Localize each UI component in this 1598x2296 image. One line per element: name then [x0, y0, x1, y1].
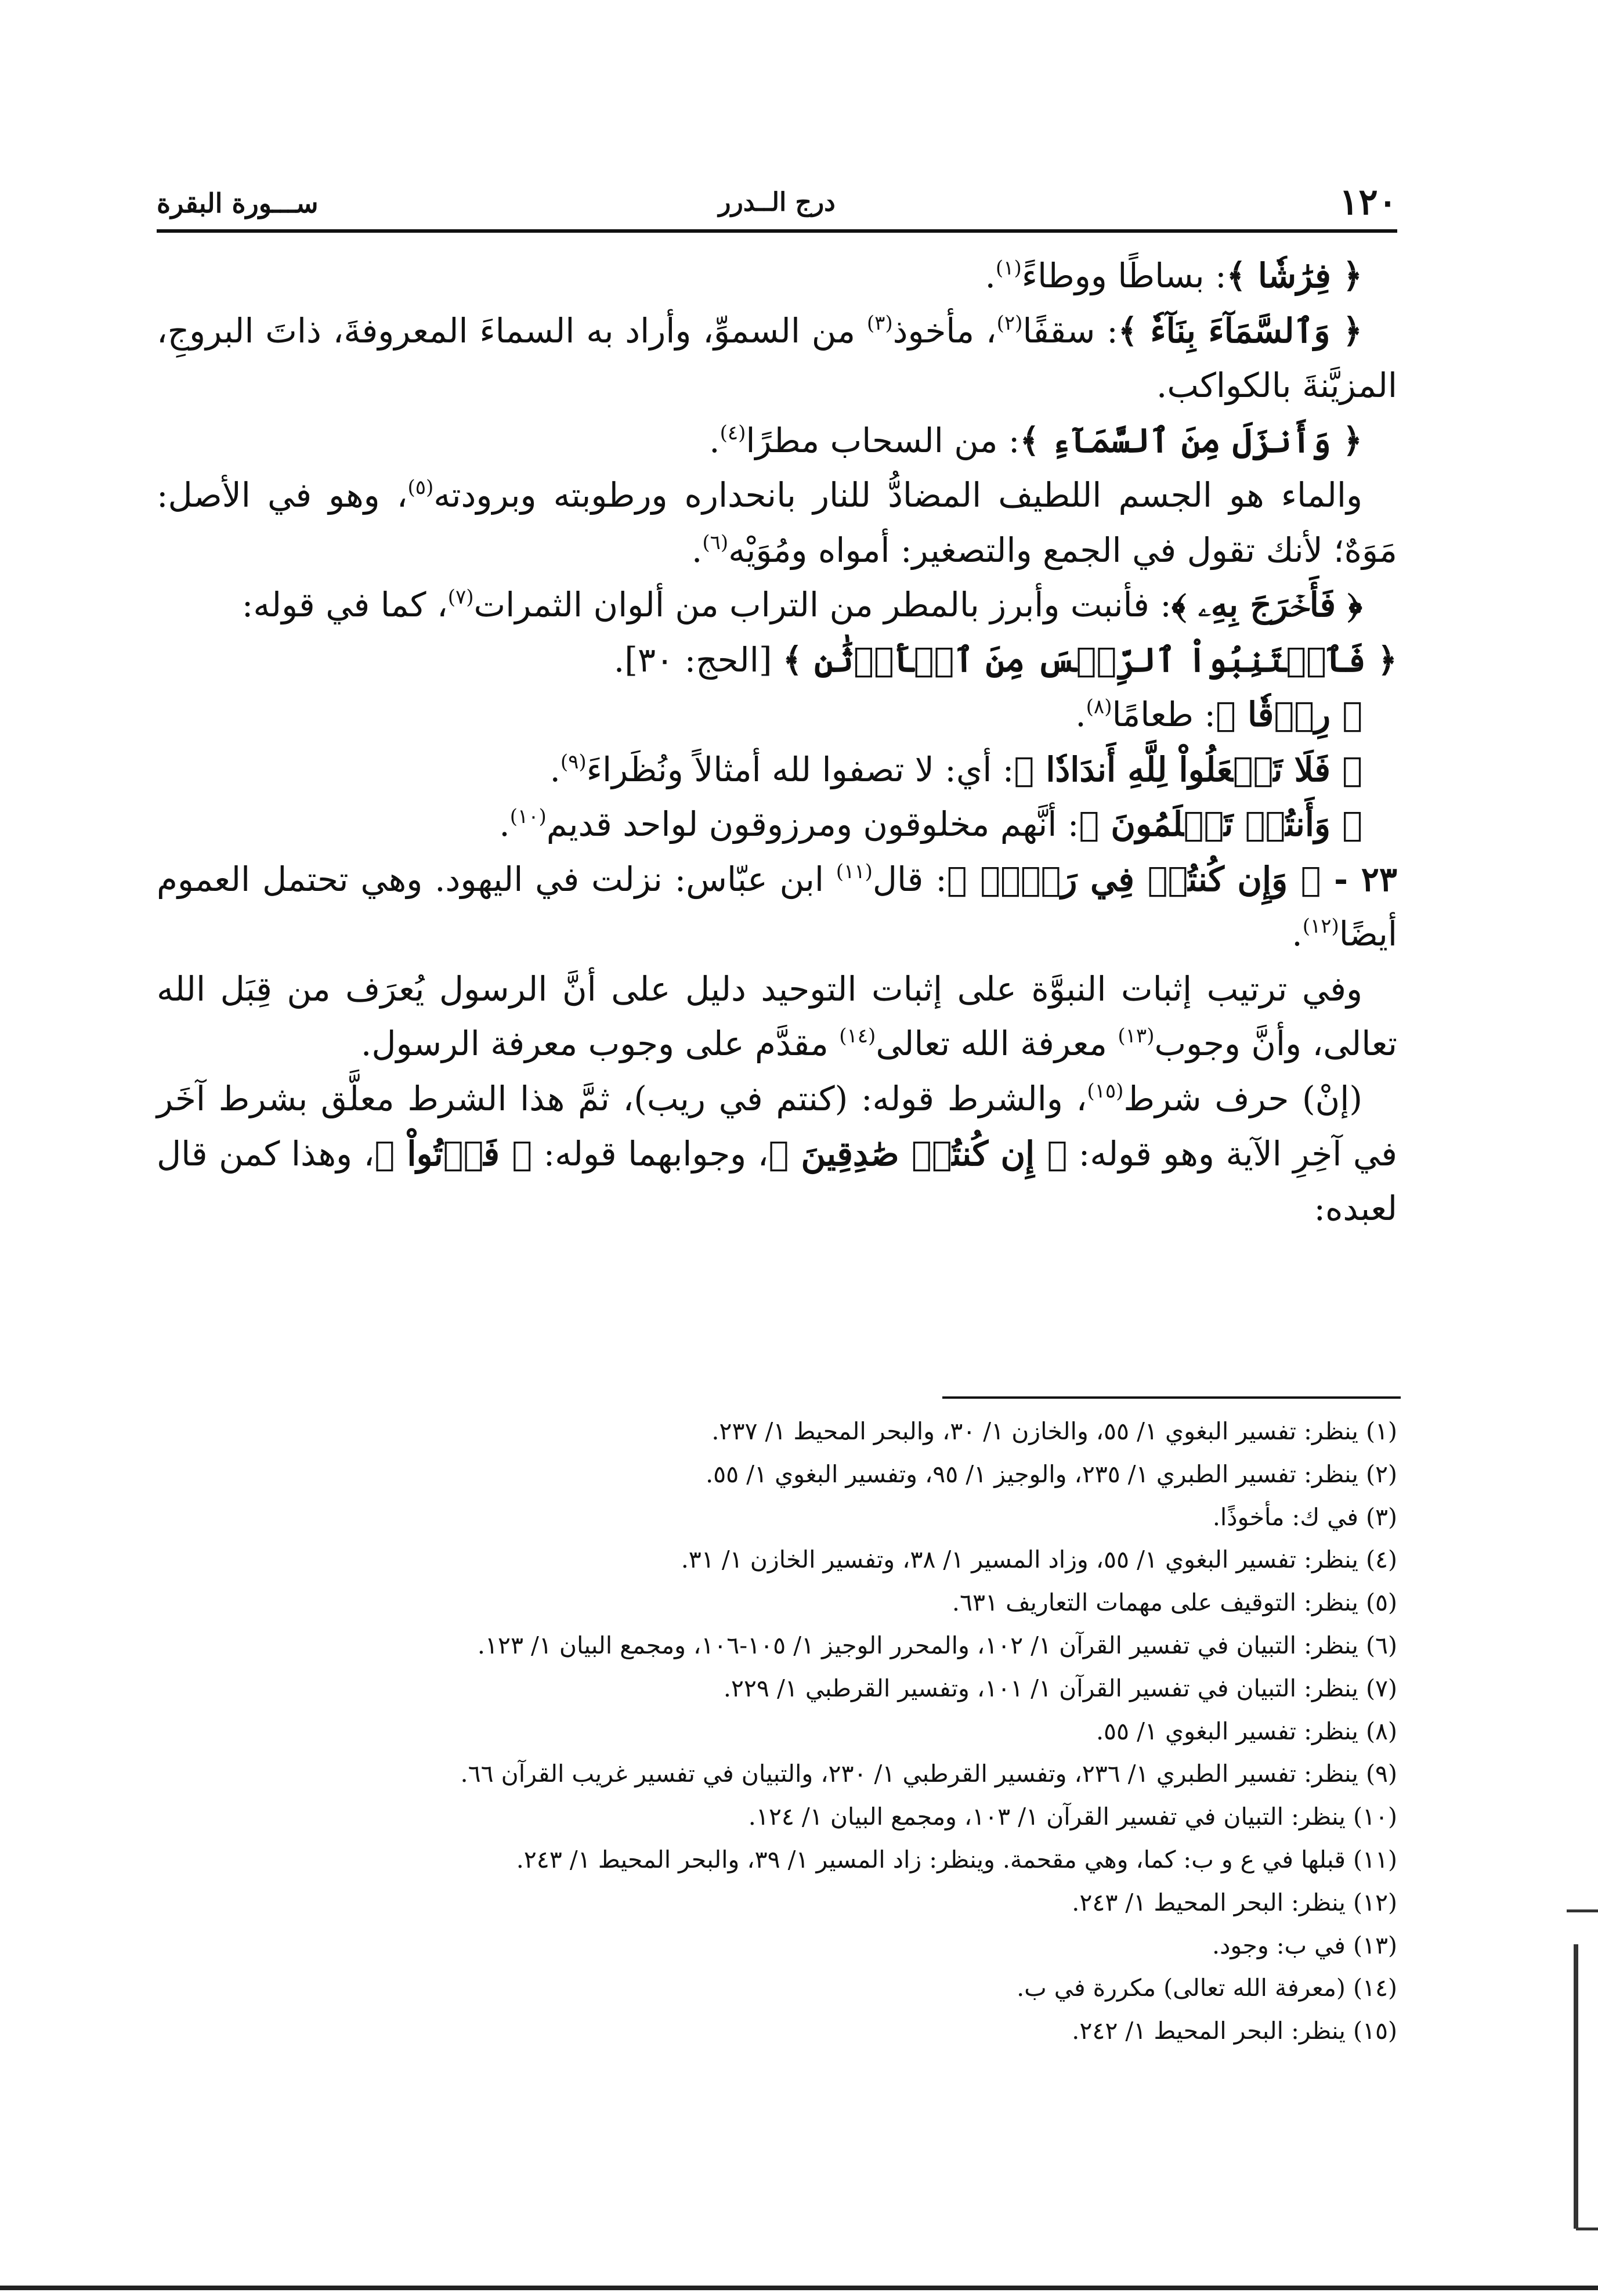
quran-verse: ﴿ وَإِن كُنتُمۡ فِي رَيۡبٖ ﴾	[946, 859, 1321, 899]
commentary-text: معرفة الله تعالى	[876, 1024, 1118, 1064]
footnote-ref: (١٠)	[509, 805, 547, 829]
punctuation: .	[709, 420, 720, 460]
footnote-item: (١٢) ينظر: البحر المحيط ١/ ٢٤٣.	[1072, 1888, 1397, 1916]
footnote-ref: (٤)	[720, 421, 746, 445]
scan-edge-mark	[1574, 1944, 1578, 2229]
footnote-item: (٩) ينظر: تفسير الطبري ١/ ٢٣٦، وتفسير القرطبي ١/ ٢٣٠، والتبيان في تفسير غريب القرآن ٦٦.	[460, 1760, 1397, 1788]
footnote-ref: (١)	[995, 257, 1022, 280]
footnote-item: (٨) ينظر: تفسير البغوي ١/ ٥٥.	[1096, 1717, 1397, 1745]
commentary-text: ، مأخوذ	[892, 311, 997, 351]
footnote-item: (١١) قبلها في ع و ب: كما، وهي مقحمة. وينظر: زاد المسير ١/ ٣٩، والبحر المحيط ١/ ٢٤٣.	[516, 1845, 1397, 1873]
footnote-item: (١) ينظر: تفسير البغوي ١/ ٥٥، والخازن ١/ ٣٠، والبحر المحيط ١/ ٢٣٧.	[711, 1417, 1397, 1445]
paragraph-firasha	[157, 248, 1397, 304]
footnote-ref: (٧)	[447, 586, 474, 609]
commentary-text: ، وهو في الأصل: مَوَهٌ؛ لأنك تقول في الجمع والتصغير: أمواه ومُوَيْه	[157, 475, 1397, 570]
commentary-text: : من السحاب مطرًا	[746, 420, 1020, 460]
footnote-ref: (١٣)	[1118, 1024, 1155, 1048]
commentary-text: وفي ترتيب إثبات النبوَّة على إثبات التوحيد دليل على أنَّ الرسول يُعرَف من قِبَل الله تعالى، وأنَّ وجوب	[157, 969, 1397, 1064]
paragraph-akhraja	[157, 577, 1397, 633]
commentary-text: ، كما في قوله:	[241, 585, 448, 625]
scan-edge-mark	[1567, 1909, 1598, 1912]
footnote-item: (٣) في ك: مأخوذًا.	[1212, 1503, 1397, 1531]
commentary-text: والماء هو الجسم اللطيف المضادُّ للنار بانحداره ورطوبته وبرودته	[433, 475, 1363, 515]
quran-verse: ﴿ وَأَنتُمۡ تَعۡلَمُونَ ﴾	[1079, 804, 1362, 844]
punctuation: .	[985, 256, 996, 295]
footnote-ref: (٥)	[407, 476, 434, 500]
punctuation: .	[1292, 914, 1303, 954]
scan-bottom-edge	[0, 2286, 1598, 2290]
footnote-ref: (١٤)	[839, 1024, 876, 1048]
footnote-item: (٢) ينظر: تفسير الطبري ١/ ٢٣٥، والوجيز ١/ ٩٥، وتفسير البغوي ١/ ٥٥.	[706, 1460, 1397, 1488]
page-number: ١٢٠	[1339, 180, 1397, 223]
paragraph-quote-hajj	[157, 633, 1397, 688]
paragraph-verse-23	[157, 852, 1397, 962]
footnote-ref: (٨)	[1086, 695, 1112, 719]
footnote-ref: (١٢)	[1302, 915, 1339, 938]
footnote-ref: (١٥)	[1087, 1079, 1124, 1103]
quran-verse: ﴿ إِن كُنتُمۡ صَٰدِقِينَ ﴾	[768, 1133, 1068, 1174]
punctuation: .	[691, 530, 703, 570]
footnote-ref: (٦)	[702, 530, 729, 554]
punctuation: .	[1075, 695, 1086, 735]
commentary-text: من السموِّ، وأراد به السماءَ المعروفةَ، ذاتَ البروجِ، المزيَّنةَ بالكواكب.	[157, 311, 1397, 406]
footnote-item: (٥) ينظر: التوقيف على مهمات التعاريف ٦٣١.	[952, 1589, 1397, 1617]
commentary-text: ، والشرط قوله: (كنتم في ريب)، ثمَّ هذا الشرط معلَّق بشرط آخَر في آخِرِ الآية وهو قوله:	[157, 1078, 1397, 1174]
footnote-ref: (٣)	[866, 311, 893, 335]
page-header	[157, 177, 1397, 233]
commentary-text: : فأنبت وأبرز بالمطر من التراب من ألوان الثمرات	[473, 585, 1172, 625]
commentary-text: : أنَّهم مخلوقون ومرزوقون لواحد قديم	[546, 804, 1079, 844]
paragraph-shart	[157, 1071, 1397, 1236]
footnotes-list	[157, 1410, 1397, 2053]
commentary-text: مقدَّم على وجوب معرفة الرسول.	[360, 1024, 840, 1064]
quran-verse: ﴿ فَلَا تَجۡعَلُواْ لِلَّهِ أَندَادٗا ﴾	[1014, 749, 1362, 789]
footnote-item: (١٣) في ب: وجود.	[1212, 1931, 1397, 1959]
footnote-ref: (١١)	[836, 860, 873, 883]
paragraph-talamun	[157, 797, 1397, 852]
footnote-item: (١٠) ينظر: التبيان في تفسير القرآن ١/ ١٠٣، ومجمع البيان ١/ ١٢٤.	[748, 1803, 1397, 1831]
book-title: درج الــدرر	[718, 187, 836, 217]
quran-verse: ﴿ رِزۡقٗا ﴾	[1215, 695, 1362, 735]
quran-verse: ﴿ فَأَخۡرَجَ بِهِۦ ﴾	[1171, 585, 1362, 625]
footnote-separator	[942, 1396, 1401, 1399]
commentary-text: ابن عبّاس: نزلت في اليهود. وهي تحتمل العموم أيضًا	[157, 859, 1397, 954]
paragraph-samaa	[157, 304, 1397, 413]
surah-name: ســـورة البقرة	[157, 187, 319, 219]
paragraph-rizq	[157, 687, 1397, 742]
commentary-text: (إنْ) حرف شرط	[1123, 1078, 1362, 1118]
commentary-text: : قال	[872, 859, 947, 899]
footnote-item: (٤) ينظر: تفسير البغوي ١/ ٥٥، وزاد المسير ١/ ٣٨، وتفسير الخازن ١/ ٣١.	[681, 1546, 1397, 1574]
footnote-item: (٦) ينظر: التبيان في تفسير القرآن ١/ ١٠٢، والمحرر الوجيز ١/ ١٠٥-١٠٦، ومجمع البيان ١/ ١٢٣.	[477, 1631, 1397, 1659]
quran-verse: ﴿ فَأۡتُواْ ﴾	[374, 1133, 533, 1174]
paragraph-nubuwwa	[157, 962, 1397, 1071]
footnote-ref: (٢)	[996, 311, 1023, 335]
commentary-body	[157, 248, 1397, 1236]
commentary-text: ، وهذا كمن قال لعبده:	[157, 1133, 1397, 1229]
commentary-text: : طعامًا	[1112, 695, 1216, 735]
punctuation: .	[549, 749, 561, 789]
paragraph-anzala	[157, 413, 1397, 468]
commentary-text: : أي: لا تصفوا لله أمثالاً ونُظَراءَ	[586, 749, 1014, 789]
footnote-ref: (٩)	[560, 750, 587, 774]
quran-verse: ﴿ فَٱجۡتَنِبُواْ ٱلرِّجۡسَ مِنَ ٱلۡأَوۡثَٰنِ ﴾	[782, 640, 1397, 680]
quran-verse: ﴿ وَأَنزَلَ مِنَ ٱلسَّمَآءِ ﴾	[1019, 420, 1362, 460]
footnote-item: (١٥) ينظر: البحر المحيط ١/ ٢٤٢.	[1072, 2017, 1397, 2045]
quran-verse: ﴿ فِرَٰشٗا ﴾	[1226, 256, 1362, 295]
commentary-text: : سقفًا	[1022, 311, 1118, 351]
paragraph-maa	[157, 468, 1397, 577]
scan-edge-mark	[1576, 2228, 1598, 2230]
quran-verse: ﴿ وَٱلسَّمَآءَ بِنَآءٗ ﴾	[1118, 311, 1362, 351]
verse-reference: [الحج: ٣٠].	[613, 640, 783, 680]
paragraph-andad	[157, 742, 1397, 797]
commentary-text: : بساطًا ووطاءً	[1021, 256, 1227, 295]
verse-number: ٢٣ -	[1321, 859, 1398, 899]
punctuation: .	[499, 804, 510, 844]
footnote-item: (٧) ينظر: التبيان في تفسير القرآن ١/ ١٠١، وتفسير القرطبي ١/ ٢٢٩.	[723, 1674, 1397, 1702]
footnote-item: (١٤) (معرفة الله تعالى) مكررة في ب.	[1017, 1974, 1397, 2002]
commentary-text: ، وجوابهما قوله:	[532, 1133, 769, 1174]
